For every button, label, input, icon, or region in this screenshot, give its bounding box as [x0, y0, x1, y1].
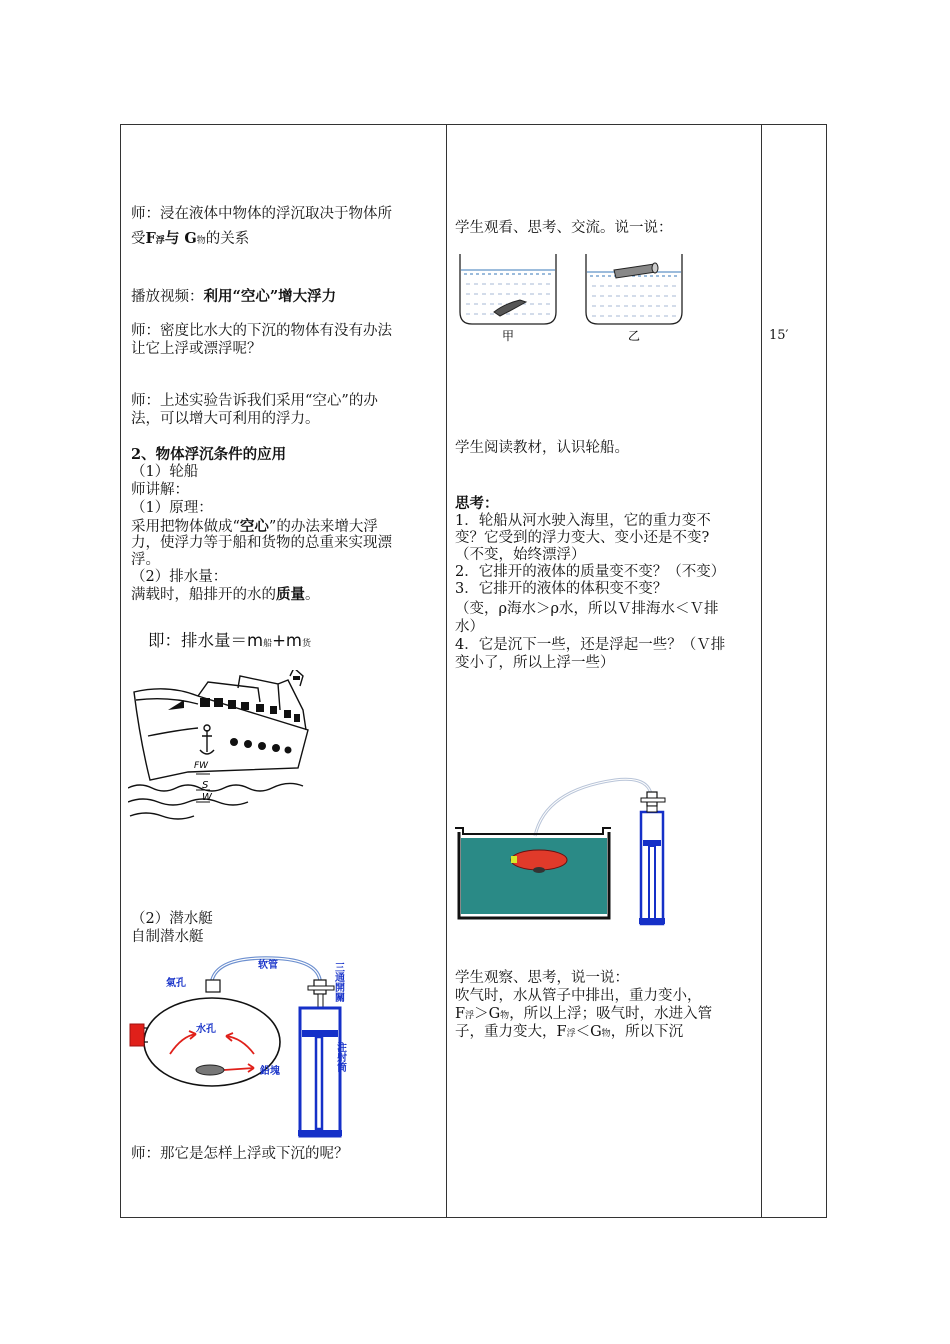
question: 4．它是沉下一些，还是浮起一些？（Ｖ排 [455, 637, 726, 653]
answer: 水） [455, 619, 484, 635]
beaker-label-jia: 甲 [502, 329, 515, 343]
paragraph: 学生观看、思考、交流。说一说： [455, 220, 673, 236]
label-valve: 三通開關 [332, 962, 344, 1002]
label-lead-block: 鉛塊 [260, 1066, 280, 1077]
label-water-hole: 水孔 [196, 1024, 216, 1035]
ship-mark-w: W [202, 792, 212, 803]
subheading: （1）轮船 [131, 464, 199, 480]
ship-illustration [128, 670, 323, 825]
answer: 变小了，所以上浮一些） [455, 655, 615, 671]
time-label: 15′ [769, 328, 789, 343]
submarine-diagram [126, 950, 351, 1145]
video-line: 播放视频：利用“空心”增大浮力 [131, 288, 337, 305]
label-air-hole: 氣孔 [166, 978, 186, 989]
question: 变？它受到的浮力变大、变小还是不变? [455, 530, 710, 546]
paragraph: 学生观察、思考，说一说： [455, 970, 629, 986]
column-divider [761, 125, 762, 1217]
answer: （变，ρ海水＞ρ水，所以Ｖ排海水＜Ｖ排 [455, 601, 719, 617]
question: 1．轮船从河水驶入海里，它的重力变不 [455, 513, 711, 529]
paragraph: 师：那它是怎样上浮或下沉的呢？ [131, 1146, 349, 1162]
column-divider [446, 125, 447, 1217]
question: 2．它排开的液体的质量变不变？（不变） [455, 564, 726, 580]
paragraph: 力，使浮力等于船和货物的总重来实现漂 [131, 535, 392, 551]
subheading: （2）排水量： [131, 569, 228, 585]
paragraph: F浮＞G物，所以上浮；吸气时，水进入管 [455, 1006, 713, 1022]
ship-mark-fw: FW [194, 761, 209, 771]
ship-mark-s: S [202, 780, 209, 791]
paragraph: 学生阅读教材，认识轮船。 [455, 440, 629, 456]
paragraph: 师：上述实验告诉我们采用“空心”的办 [131, 393, 378, 409]
formula: 即：排水量＝m船+m货 [148, 631, 312, 650]
paragraph: 师：浸在液体中物体的浮沉取决于物体所 [131, 206, 392, 222]
paragraph: 子，重力变大，F浮＜G物，所以下沉 [455, 1024, 684, 1040]
paragraph: 满载时，船排开的水的质量。 [131, 586, 320, 603]
paragraph: 法，可以增大可利用的浮力。 [131, 411, 320, 427]
subheading: （2）潜水艇 [131, 911, 213, 927]
paragraph: 让它上浮或漂浮呢？ [131, 341, 262, 357]
subheading: 自制潜水艇 [131, 929, 204, 945]
beaker-diagram [458, 250, 698, 345]
paragraph: 师讲解： [131, 482, 189, 498]
beaker-label-yi: 乙 [628, 329, 641, 343]
subheading: 思考： [455, 495, 499, 512]
paragraph: 浮。 [131, 552, 160, 568]
section-heading: 2、物体浮沉条件的应用 [131, 446, 287, 463]
question: 3．它排开的液体的体积变不变？ [455, 581, 668, 597]
paragraph: 采用把物体做成“空心”的办法来增大浮 [131, 518, 378, 535]
label-syringe: 注射筒 [334, 1042, 346, 1072]
label-hose: 软管 [258, 960, 278, 971]
subheading: （1）原理： [131, 500, 213, 516]
paragraph: 师：密度比水大的下沉的物体有没有办法 [131, 323, 392, 339]
answer: （不变，始终漂浮） [455, 547, 586, 563]
submarine-tank-diagram [455, 770, 685, 930]
paragraph: 吹气时，水从管子中排出，重力变小， [455, 988, 702, 1004]
paragraph: 受F浮与 G物的关系 [131, 230, 250, 247]
